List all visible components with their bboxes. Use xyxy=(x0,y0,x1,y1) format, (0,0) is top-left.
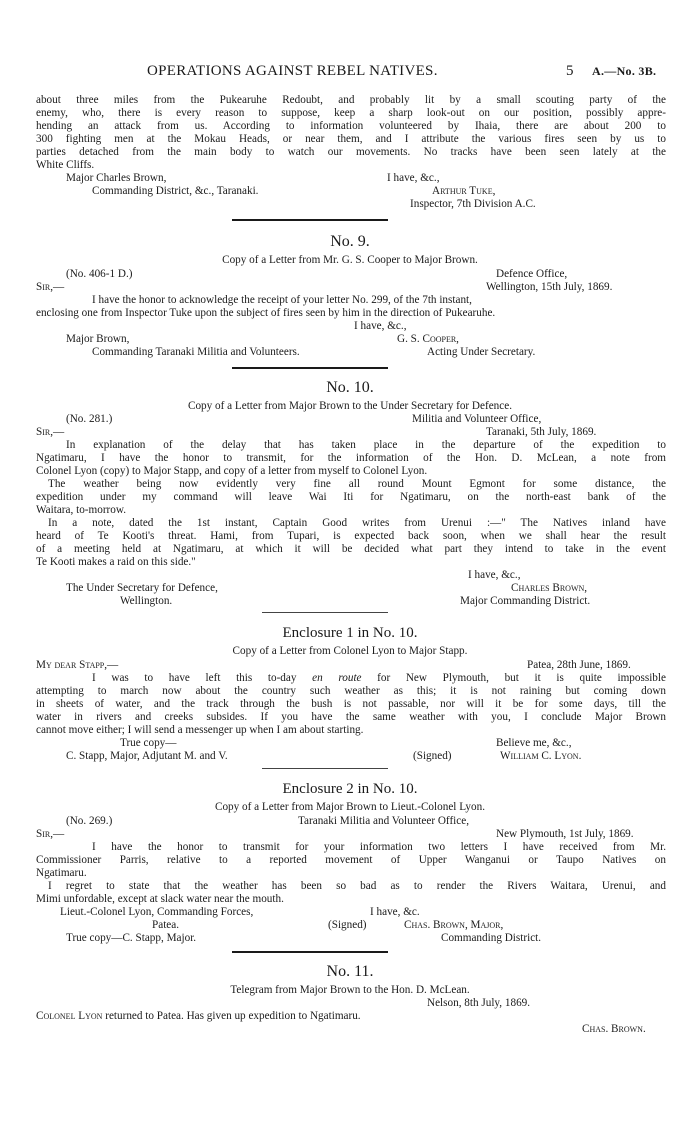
no9-addressee: Major Brown, xyxy=(66,333,130,345)
no10-signature-title: Major Commanding District. xyxy=(460,595,591,607)
no11-signature-name: Chas. Brown. xyxy=(582,1023,646,1035)
enc2-addressee: Lieut.-Colonel Lyon, Commanding Forces, xyxy=(60,906,254,918)
no10-body-line: expedition under my command will leave Wai Iti for Ngatimaru, on the north-east bank of the xyxy=(36,491,666,503)
enc1-place-date: Patea, 28th June, 1869. xyxy=(527,659,631,671)
enc2-place-date: New Plymouth, 1st July, 1869. xyxy=(496,828,634,840)
no10-office: Militia and Volunteer Office, xyxy=(412,413,542,425)
enc1-body-line: attempting to march now about the country such weather as this; it is not raining but coming down xyxy=(36,685,666,697)
enc1-signature-name: William C. Lyon. xyxy=(500,750,582,762)
no10-body-line: Waitara, to-morrow. xyxy=(36,504,127,516)
intro-line: 300 fighting men at the Mokau Heads, or near them, and I attribute the various fires seen by us to xyxy=(36,133,666,145)
no10-body-line: heard of Te Kooti's threat. Hami, from Tupari, is expected back soon, when we shall hear the result xyxy=(36,530,666,542)
no10-body-line: In a note, dated the 1st instant, Captain Good writes from Urenui :—" The Natives inland have xyxy=(48,517,666,529)
no9-salutation: Sir,— xyxy=(36,281,65,293)
no9-reference: (No. 406-1 D.) xyxy=(66,268,133,280)
enc1-addressee: C. Stapp, Major, Adjutant M. and V. xyxy=(66,750,228,762)
enc1-signed: (Signed) xyxy=(413,750,452,762)
enc1-body-line: cannot move either; I will send a messenger up when I am about starting. xyxy=(36,724,364,736)
no10-body-line: In explanation of the delay that has taken place in the departure of the expedition to xyxy=(66,439,666,451)
no11-body-name: Colonel Lyon xyxy=(36,1010,103,1022)
no10-body-line: Ngatimaru, I have the honor to transmit, for the information of the Hon. D. McLean, a note from xyxy=(36,452,666,464)
intro-line: enemy, who, there is every reason to suppose, keep a sharp look-out on our position, possibly appre- xyxy=(36,107,666,119)
intro-closing: I have, &c., xyxy=(387,172,440,184)
no10-closing: I have, &c., xyxy=(468,569,521,581)
no9-closing: I have, &c., xyxy=(354,320,407,332)
no10-body-line: of a meeting held at Ngatimaru, at which it will be decided what part they intend to take in the event xyxy=(36,543,666,555)
enc2-caption: Copy of a Letter from Major Brown to Lieut.-Colonel Lyon. xyxy=(214,801,485,813)
section-rule xyxy=(232,951,388,953)
intro-last-line: White Cliffs. xyxy=(36,159,95,171)
no10-heading: No. 10. xyxy=(326,379,374,396)
enc1-salutation: My dear Stapp,— xyxy=(36,659,119,671)
enc2-reference: (No. 269.) xyxy=(66,815,113,827)
section-rule xyxy=(262,612,388,613)
no9-office: Defence Office, xyxy=(496,268,568,280)
enc2-closing: I have, &c. xyxy=(370,906,420,918)
no10-reference: (No. 281.) xyxy=(66,413,113,425)
no11-body xyxy=(36,1010,361,1023)
intro-addressee-title: Commanding District, &c., Taranaki. xyxy=(92,185,259,197)
enc2-body-line: I have the honor to transmit for your information two letters I have received from Mr. xyxy=(92,841,666,853)
enc2-body-line: I regret to state that the weather has been so bad as to render the Rivers Waitara, Urenui, and xyxy=(48,880,666,892)
enc2-office: Taranaki Militia and Volunteer Office, xyxy=(298,815,470,827)
enc1-body-first-line xyxy=(92,672,666,685)
intro-line: parties detached from the main body to watch our movements. No tracks have been seen lately at the xyxy=(36,146,666,158)
section-rule xyxy=(232,219,388,221)
no10-place-date: Taranaki, 5th July, 1869. xyxy=(486,426,597,438)
enc2-addressee-place: Patea. xyxy=(152,919,180,931)
enc1-body-text: for New Plymouth, but it is quite impossible xyxy=(361,672,666,684)
no10-body-line: Colonel Lyon (copy) to Major Stapp, and copy of a letter from myself to Colonel Lyon. xyxy=(36,465,428,477)
enc1-body-emphasis: en route xyxy=(312,672,362,684)
enc1-heading: Enclosure 1 in No. 10. xyxy=(282,625,418,641)
no10-body-line: Te Kooti makes a raid on this side." xyxy=(36,556,196,568)
enc2-salutation: Sir,— xyxy=(36,828,65,840)
enc1-body-text: I was to have left this to-day xyxy=(92,672,313,684)
section-rule xyxy=(262,768,388,769)
enc2-signature-name: Chas. Brown, Major, xyxy=(404,919,504,931)
no10-salutation: Sir,— xyxy=(36,426,65,438)
enc1-closing: Believe me, &c., xyxy=(496,737,572,749)
enc2-signature-title: Commanding District. xyxy=(441,932,542,944)
enc2-body-line: Ngatimaru. xyxy=(36,867,87,879)
no9-signature-title: Acting Under Secretary. xyxy=(427,346,536,358)
no9-body-line: I have the honor to acknowledge the receipt of your letter No. 299, of the 7th instant, xyxy=(92,294,472,306)
no9-place-date: Wellington, 15th July, 1869. xyxy=(486,281,613,293)
document-reference: A.—No. 3B. xyxy=(592,64,657,78)
no10-addressee: The Under Secretary for Defence, xyxy=(66,582,218,594)
no11-caption: Telegram from Major Brown to the Hon. D. McLean. xyxy=(230,984,470,996)
no9-caption: Copy of a Letter from Mr. G. S. Cooper to Major Brown. xyxy=(222,254,478,266)
intro-addressee: Major Charles Brown, xyxy=(66,172,167,184)
page-number: 5 xyxy=(566,63,574,79)
enc1-true-copy: True copy— xyxy=(120,737,177,749)
enc2-true-copy: True copy—C. Stapp, Major. xyxy=(66,932,197,944)
section-rule xyxy=(232,367,388,369)
enc1-body-line: in sheets of water, and the track through the bush is not passable, nor will it be for some days, till the xyxy=(36,698,666,710)
running-title: OPERATIONS AGAINST REBEL NATIVES. xyxy=(147,63,438,79)
intro-signature-name: Arthur Tuke, xyxy=(432,185,496,197)
no11-body-text: returned to Patea. Has given up expedition to Ngatimaru. xyxy=(102,1010,361,1022)
no11-place-date: Nelson, 8th July, 1869. xyxy=(427,997,531,1009)
enc2-body-line: Mimi unfordable, except at slack water near the mouth. xyxy=(36,893,284,905)
no9-heading: No. 9. xyxy=(330,233,370,250)
enc2-heading: Enclosure 2 in No. 10. xyxy=(282,781,418,797)
no10-signature-name: Charles Brown, xyxy=(511,582,588,594)
intro-signature-title: Inspector, 7th Division A.C. xyxy=(410,198,536,210)
no10-body-line: The weather being now evidently very fine all round Mount Egmont for some distance, the xyxy=(48,478,666,490)
no9-signature-name: G. S. Cooper, xyxy=(397,333,459,345)
no10-caption: Copy of a Letter from Major Brown to the Under Secretary for Defence. xyxy=(187,400,512,412)
no10-addressee-place: Wellington. xyxy=(120,595,173,607)
no9-body-line: enclosing one from Inspector Tuke upon the subject of fires seen by him in the direction of Pukearuhe. xyxy=(36,307,496,319)
no11-heading: No. 11. xyxy=(326,963,374,980)
intro-line: about three miles from the Pukearuhe Redoubt, and probably lit by a small scouting party of the xyxy=(36,94,666,106)
enc1-body-line: water in rivers and creeks subsides. If you have the same weather with you, I conclude Major Brown xyxy=(36,711,666,723)
enc1-caption: Copy of a Letter from Colonel Lyon to Major Stapp. xyxy=(232,645,468,657)
enc2-body-line: Commissioner Parris, relative to a reported movement of Upper Wanganui or Taupo Natives on xyxy=(36,854,666,866)
enc2-signed: (Signed) xyxy=(328,919,367,931)
intro-line: hending an attack from us. According to information volunteered by Ihaia, there are about 200 to xyxy=(36,120,666,132)
no9-addressee-title: Commanding Taranaki Militia and Volunteers. xyxy=(92,346,300,358)
